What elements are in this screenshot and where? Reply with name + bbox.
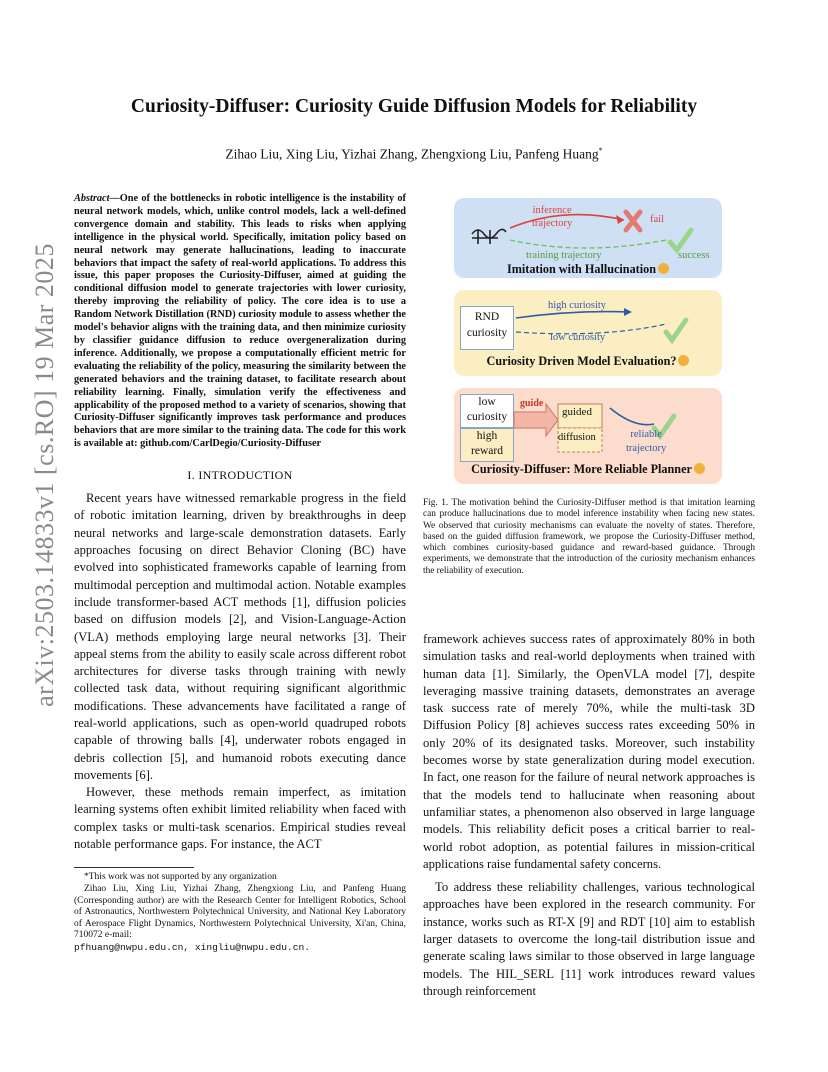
panel3-title-text: Curiosity-Diffuser: More Reliable Planner <box>471 462 692 476</box>
reliable-word: reliable <box>630 429 662 440</box>
left-column <box>74 193 406 954</box>
inference-label <box>532 204 572 230</box>
figure-caption: Fig. 1. The motivation behind the Curiosity-Diffuser method is that imitation learning can produce hallucinations due to model inference instability when facing new states. We observed that curiosity mechanisms can evaluate the novelty of states. Therefore, based on the guided diffusion framework, we propose the Curiosity-Diffuser method, which combines curiosity-based guidance and reward-based guidance. Through experiments, we demonstrate that the introduction of the curiosity mechanism enhances the reliability of execution. <box>423 498 755 576</box>
panel3-title <box>454 462 722 477</box>
worried-face-icon <box>658 263 669 274</box>
panel1-title <box>454 262 722 277</box>
corresponding-mark: * <box>598 146 603 155</box>
panel-curiosity-evaluation <box>454 290 722 376</box>
abstract <box>74 193 406 451</box>
footnote-emails: pfhuang@nwpu.edu.cn, xingliu@nwpu.edu.cn. <box>74 941 311 953</box>
panel-imitation-hallucination <box>454 198 722 278</box>
rnd-label: RND <box>474 311 500 323</box>
reliable-trajectory-label <box>626 428 666 456</box>
right-column <box>423 631 755 1000</box>
intro-paragraph-4: To address these reliability challenges, various technological approaches have been explored in the research community. For instance, works such as RT-X [9] and RDT [10] aim to establish larger datasets to overcome the long-tail distribution issue and generate scaling laws similar to those observed in large language models. The HIL_SERL [11] work introduces reward values through reinforcement <box>423 880 755 998</box>
grinning-face-icon <box>694 463 705 474</box>
robot-arm-icon <box>472 229 506 244</box>
reward-word: reward <box>471 445 503 457</box>
trajectory-word: trajectory <box>532 218 573 229</box>
fail-icon <box>626 212 640 230</box>
panel-curiosity-diffuser <box>454 388 722 484</box>
reliable-arrow <box>610 408 654 425</box>
check-icon <box>666 320 686 340</box>
paper-title: Curiosity-Diffuser: Curiosity Guide Diffusion Models for Reliability <box>130 96 698 117</box>
training-arrow <box>510 240 666 248</box>
high-curiosity-arrow <box>516 312 630 318</box>
high-curiosity-label: high curiosity <box>548 300 607 311</box>
intro-paragraph-2: However, these methods remain imperfect, as imitation learning systems often exhibit limited reliability when faced with complex tasks or multi-task scenarios. Empirical studies reveal notable performance gaps. For instance, the ACT <box>74 785 406 852</box>
training-label: training trajectory <box>526 250 602 261</box>
figure-1 <box>446 194 738 488</box>
footnote-support: *This work was not supported by any organization <box>84 872 277 883</box>
intro-paragraph-3: framework achieves success rates of approximately 80% in both simulation tasks and real-world deployments when trained with human data [1]. Similarly, the OpenVLA model [7], despite leveraging massive training datasets, demonstrates an average task success rate of merely 70%, while the multi-task 3D Diffusion Policy [8] achieves success rates exceeding 50% in only 20% of its designated tasks. Moreover, such instability becomes worse by state generalization during model execution. In fact, one reason for the failure of neural network approaches is that the models tend to hallucinate when reasoning about unfamiliar states, a phenomenon also observed in large language models. This reliability deficit poses a critical barrier to real-world robot adoption, as potential failures in mission-critical applications raise fundamental safety concerns. <box>423 632 755 871</box>
fail-label: fail <box>650 214 664 225</box>
thinking-face-icon <box>678 355 689 366</box>
author-list <box>60 146 768 163</box>
inference-word: inference <box>532 205 572 216</box>
abstract-text: One of the bottlenecks in robotic intelligence is the instability of neural network models, which, unlike control models, lack a well-defined convergence domain and stability. This leads to risks when applying intelligence in the physical world. Specifically, imitation policy based on neural network may generate hallucinations, leading to inaccurate behaviors that impact the safety of real-world applications. To address this issue, this paper proposes the Curiosity-Diffuser, aimed at guiding the conditional diffusion model to generate trajectories with lower curiosity, thereby improving the reliability of policy. The core idea is to use a Random Network Distillation (RND) curiosity module to assess whether the model's behavior aligns with the training data, and then minimize curiosity by classifier guidance diffusion to reduce overgeneralization during inference. Additionally, we propose a computationally efficient metric for evaluating the reliability of the policy, measuring the similarity between the generated behaviors and the training dataset, to facilitate research about reliability learning. Finally, simulation verify the effectiveness and applicability of the proposed method to a variety of scenarios, showing that Curiosity-Diffuser significantly improves task performance and produces behaviors that are more similar to the training data. The code for this work is available at: github.com/CarlDegio/Curiosity-Diffuser <box>74 193 406 450</box>
footnote-affiliation: Zihao Liu, Xing Liu, Yizhai Zhang, Zhengxiong Liu, and Panfeng Huang (Corresponding author) are with the Research Center for Intelligent Robotics, School of Astronautics, Northwestern Polytechnical University, and National Key Laboratory of Aerospace Flight Dynamics, Northwestern Polytechnical University, Xi'an, China, 710072 e-mail: <box>74 883 406 941</box>
guide-label: guide <box>520 398 544 409</box>
arxiv-identifier: arXiv:2503.14833v1 [cs.RO] 19 Mar 2025 <box>30 243 59 707</box>
low-word: low <box>478 396 496 408</box>
low-curiosity-label: low curiosity <box>550 332 606 343</box>
high-word: high <box>476 430 498 442</box>
footnote-rule <box>74 867 194 868</box>
panel2-title-text: Curiosity Driven Model Evaluation? <box>486 354 677 368</box>
footnote <box>74 872 406 953</box>
success-label: success <box>678 250 710 261</box>
authors-text: Zihao Liu, Xing Liu, Yizhai Zhang, Zhengxiong Liu, Panfeng Huang <box>225 146 599 162</box>
curiosity-label: curiosity <box>466 327 508 339</box>
success-check-icon <box>670 230 691 250</box>
diffusion-label: diffusion <box>558 432 596 443</box>
figure-caption-block <box>423 498 755 577</box>
panel1-title-text: Imitation with Hallucination <box>507 262 656 276</box>
panel2-title <box>454 354 722 369</box>
trajectory-word-3: trajectory <box>626 443 667 454</box>
curiosity-word: curiosity <box>466 411 508 423</box>
guided-label: guided <box>562 406 592 418</box>
section-heading-introduction: I. INTRODUCTION <box>187 468 293 483</box>
abstract-lead: Abstract— <box>74 193 120 204</box>
intro-paragraph-1: Recent years have witnessed remarkable progress in the field of robotic imitation learning, driven by breakthroughs in deep neural networks and large-scale demonstration datasets. Early approaches focusing on direct Behavior Cloning (BC) have evolved into sophisticated frameworks capable of learning from multimodal perception and multimodal action. Notable examples include transformer-based ACT methods [1], diffusion policies based on diffusion models [2], and Vision-Language-Action (VLA) methods employing large neural networks [3]. Their appeal stems from the ability to easily scale across different robot architectures for diverse tasks through training with newly collected task data, without requiring significant algorithmic modifications. These advancements have facilitated a range of real-world applications, such as open-world quadruped robots capable of throwing balls [4], underwater robots engaged in debris collection [5], and humanoid robots executing dance movements [6]. <box>74 491 406 782</box>
